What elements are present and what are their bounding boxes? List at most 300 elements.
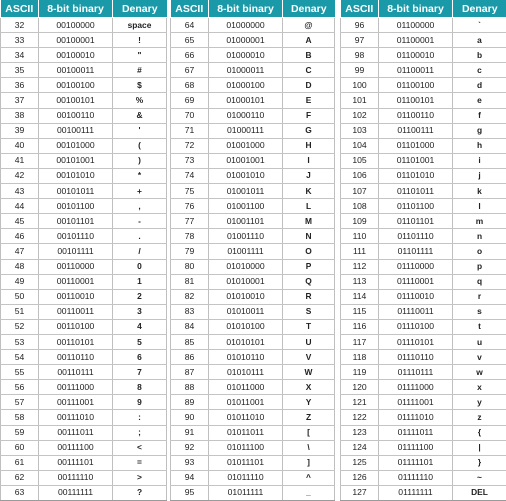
binary-cell: 00100010 bbox=[39, 48, 113, 63]
binary-cell: 00101101 bbox=[39, 214, 113, 229]
ascii-code-cell: 61 bbox=[1, 455, 39, 470]
ascii-code-cell: 47 bbox=[1, 244, 39, 259]
character-cell: X bbox=[283, 380, 335, 395]
table-row bbox=[341, 229, 506, 244]
character-cell: Y bbox=[283, 395, 335, 410]
ascii-code-cell: 103 bbox=[341, 123, 379, 138]
ascii-code-cell: 66 bbox=[171, 48, 209, 63]
table-row bbox=[171, 63, 335, 78]
character-cell: p bbox=[453, 259, 506, 274]
table-row bbox=[1, 229, 167, 244]
table-row bbox=[1, 440, 167, 455]
table-row bbox=[1, 365, 167, 380]
binary-cell: 00111001 bbox=[39, 395, 113, 410]
character-cell: r bbox=[453, 289, 506, 304]
binary-cell: 00110110 bbox=[39, 350, 113, 365]
table-row bbox=[171, 350, 335, 365]
character-cell: i bbox=[453, 153, 506, 168]
character-cell: ? bbox=[113, 485, 167, 500]
ascii-table-2 bbox=[170, 0, 335, 501]
ascii-code-cell: 37 bbox=[1, 93, 39, 108]
table-row bbox=[1, 470, 167, 485]
character-cell: > bbox=[113, 470, 167, 485]
ascii-code-cell: 67 bbox=[171, 63, 209, 78]
character-cell: ~ bbox=[453, 470, 506, 485]
character-cell: Z bbox=[283, 410, 335, 425]
ascii-code-cell: 56 bbox=[1, 380, 39, 395]
binary-cell: 01001001 bbox=[209, 153, 283, 168]
ascii-code-cell: 116 bbox=[341, 319, 379, 334]
ascii-code-cell: 36 bbox=[1, 78, 39, 93]
character-cell: 4 bbox=[113, 319, 167, 334]
binary-cell: 01000011 bbox=[209, 63, 283, 78]
character-cell: ' bbox=[113, 123, 167, 138]
character-cell: f bbox=[453, 108, 506, 123]
binary-cell: 00111000 bbox=[39, 380, 113, 395]
ascii-table-1 bbox=[0, 0, 167, 501]
table-row bbox=[171, 485, 335, 500]
ascii-code-cell: 70 bbox=[171, 108, 209, 123]
ascii-code-cell: 93 bbox=[171, 455, 209, 470]
character-cell: Q bbox=[283, 274, 335, 289]
binary-cell: 00101001 bbox=[39, 153, 113, 168]
ascii-code-cell: 52 bbox=[1, 319, 39, 334]
table-row bbox=[341, 470, 506, 485]
ascii-code-cell: 121 bbox=[341, 395, 379, 410]
ascii-code-cell: 32 bbox=[1, 18, 39, 33]
binary-cell: 00101111 bbox=[39, 244, 113, 259]
binary-cell: 01011010 bbox=[209, 410, 283, 425]
character-cell: m bbox=[453, 214, 506, 229]
character-cell: U bbox=[283, 334, 335, 349]
table-row bbox=[1, 334, 167, 349]
character-cell: = bbox=[113, 455, 167, 470]
ascii-code-cell: 60 bbox=[1, 440, 39, 455]
binary-cell: 01100101 bbox=[379, 93, 453, 108]
binary-cell: 01100001 bbox=[379, 33, 453, 48]
table-row bbox=[341, 123, 506, 138]
table-row bbox=[1, 380, 167, 395]
ascii-code-cell: 69 bbox=[171, 93, 209, 108]
ascii-code-cell: 98 bbox=[341, 48, 379, 63]
table-row bbox=[1, 18, 167, 33]
ascii-code-cell: 58 bbox=[1, 410, 39, 425]
binary-cell: 01111100 bbox=[379, 440, 453, 455]
binary-cell: 01100010 bbox=[379, 48, 453, 63]
table-row bbox=[341, 274, 506, 289]
character-cell: % bbox=[113, 93, 167, 108]
binary-cell: 01000100 bbox=[209, 78, 283, 93]
ascii-code-cell: 119 bbox=[341, 365, 379, 380]
ascii-code-cell: 46 bbox=[1, 229, 39, 244]
binary-cell: 01100011 bbox=[379, 63, 453, 78]
ascii-code-cell: 101 bbox=[341, 93, 379, 108]
character-cell: $ bbox=[113, 78, 167, 93]
character-cell: d bbox=[453, 78, 506, 93]
binary-cell: 00111101 bbox=[39, 455, 113, 470]
ascii-code-cell: 125 bbox=[341, 455, 379, 470]
character-cell: u bbox=[453, 334, 506, 349]
binary-cell: 00100111 bbox=[39, 123, 113, 138]
header-row bbox=[1, 0, 167, 18]
ascii-code-cell: 49 bbox=[1, 274, 39, 289]
ascii-code-cell: 62 bbox=[1, 470, 39, 485]
ascii-code-cell: 35 bbox=[1, 63, 39, 78]
ascii-code-cell: 114 bbox=[341, 289, 379, 304]
character-cell: x bbox=[453, 380, 506, 395]
table-row bbox=[171, 334, 335, 349]
character-cell: G bbox=[283, 123, 335, 138]
ascii-code-cell: 55 bbox=[1, 365, 39, 380]
table-row bbox=[171, 229, 335, 244]
table-row bbox=[341, 289, 506, 304]
ascii-code-cell: 45 bbox=[1, 214, 39, 229]
table-row bbox=[1, 168, 167, 183]
binary-cell: 01010010 bbox=[209, 289, 283, 304]
binary-cell: 01010111 bbox=[209, 365, 283, 380]
character-cell: P bbox=[283, 259, 335, 274]
table-row bbox=[341, 138, 506, 153]
ascii-code-cell: 41 bbox=[1, 153, 39, 168]
binary-cell: 01110010 bbox=[379, 289, 453, 304]
table-row bbox=[341, 425, 506, 440]
table-row bbox=[341, 395, 506, 410]
ascii-code-cell: 57 bbox=[1, 395, 39, 410]
character-cell: < bbox=[113, 440, 167, 455]
table-row bbox=[171, 214, 335, 229]
ascii-code-cell: 39 bbox=[1, 123, 39, 138]
binary-cell: 00101000 bbox=[39, 138, 113, 153]
ascii-code-cell: 112 bbox=[341, 259, 379, 274]
binary-cell: 00110001 bbox=[39, 274, 113, 289]
character-cell: / bbox=[113, 244, 167, 259]
ascii-code-cell: 108 bbox=[341, 199, 379, 214]
ascii-code-cell: 110 bbox=[341, 229, 379, 244]
character-cell: , bbox=[113, 199, 167, 214]
character-cell: F bbox=[283, 108, 335, 123]
binary-cell: 00110010 bbox=[39, 289, 113, 304]
table-row bbox=[1, 244, 167, 259]
character-cell: n bbox=[453, 229, 506, 244]
table-row bbox=[341, 199, 506, 214]
ascii-code-cell: 34 bbox=[1, 48, 39, 63]
character-cell: [ bbox=[283, 425, 335, 440]
character-cell: y bbox=[453, 395, 506, 410]
ascii-code-cell: 102 bbox=[341, 108, 379, 123]
table-row bbox=[171, 138, 335, 153]
binary-cell: 00101110 bbox=[39, 229, 113, 244]
binary-cell: 01110101 bbox=[379, 334, 453, 349]
header-row bbox=[171, 0, 335, 18]
ascii-code-cell: 100 bbox=[341, 78, 379, 93]
binary-cell: 01101001 bbox=[379, 153, 453, 168]
table-row bbox=[341, 334, 506, 349]
character-cell: ] bbox=[283, 455, 335, 470]
table-row bbox=[341, 485, 506, 500]
character-cell: D bbox=[283, 78, 335, 93]
ascii-code-cell: 83 bbox=[171, 304, 209, 319]
header-row bbox=[341, 0, 506, 18]
ascii-code-cell: 51 bbox=[1, 304, 39, 319]
ascii-code-cell: 107 bbox=[341, 184, 379, 199]
binary-cell: 01100100 bbox=[379, 78, 453, 93]
binary-cell: 01111001 bbox=[379, 395, 453, 410]
binary-cell: 00100101 bbox=[39, 93, 113, 108]
character-cell: R bbox=[283, 289, 335, 304]
character-cell: ( bbox=[113, 138, 167, 153]
binary-cell: 01110000 bbox=[379, 259, 453, 274]
binary-cell: 01101010 bbox=[379, 168, 453, 183]
character-cell: e bbox=[453, 93, 506, 108]
character-cell: N bbox=[283, 229, 335, 244]
ascii-code-cell: 74 bbox=[171, 168, 209, 183]
table-row bbox=[1, 108, 167, 123]
binary-cell: 01111111 bbox=[379, 485, 453, 500]
character-cell: S bbox=[283, 304, 335, 319]
ascii-code-cell: 82 bbox=[171, 289, 209, 304]
ascii-code-cell: 94 bbox=[171, 470, 209, 485]
character-cell: | bbox=[453, 440, 506, 455]
table-row bbox=[341, 365, 506, 380]
binary-cell: 00100001 bbox=[39, 33, 113, 48]
binary-cell: 01010101 bbox=[209, 334, 283, 349]
character-cell: 5 bbox=[113, 334, 167, 349]
table-row bbox=[1, 350, 167, 365]
ascii-code-cell: 68 bbox=[171, 78, 209, 93]
ascii-code-cell: 43 bbox=[1, 184, 39, 199]
character-cell: { bbox=[453, 425, 506, 440]
character-cell: T bbox=[283, 319, 335, 334]
ascii-code-cell: 78 bbox=[171, 229, 209, 244]
character-cell: " bbox=[113, 48, 167, 63]
character-cell: . bbox=[113, 229, 167, 244]
binary-cell: 01010001 bbox=[209, 274, 283, 289]
binary-cell: 00101100 bbox=[39, 199, 113, 214]
binary-cell: 00111110 bbox=[39, 470, 113, 485]
binary-cell: 00111011 bbox=[39, 425, 113, 440]
table-row bbox=[341, 33, 506, 48]
table-row bbox=[1, 455, 167, 470]
binary-cell: 00100100 bbox=[39, 78, 113, 93]
character-cell: 6 bbox=[113, 350, 167, 365]
table-row bbox=[171, 455, 335, 470]
binary-cell: 01111110 bbox=[379, 470, 453, 485]
character-cell: a bbox=[453, 33, 506, 48]
character-cell: z bbox=[453, 410, 506, 425]
binary-cell: 01101111 bbox=[379, 244, 453, 259]
character-cell: ! bbox=[113, 33, 167, 48]
table-row bbox=[171, 274, 335, 289]
ascii-code-cell: 97 bbox=[341, 33, 379, 48]
binary-cell: 00111111 bbox=[39, 485, 113, 500]
table-row bbox=[341, 63, 506, 78]
character-cell: q bbox=[453, 274, 506, 289]
binary-cell: 01011100 bbox=[209, 440, 283, 455]
table-row bbox=[171, 470, 335, 485]
binary-cell: 01100000 bbox=[379, 18, 453, 33]
ascii-code-cell: 118 bbox=[341, 350, 379, 365]
ascii-code-cell: 72 bbox=[171, 138, 209, 153]
binary-cell: 01000111 bbox=[209, 123, 283, 138]
ascii-code-cell: 111 bbox=[341, 244, 379, 259]
ascii-code-cell: 95 bbox=[171, 485, 209, 500]
ascii-code-cell: 71 bbox=[171, 123, 209, 138]
table-row bbox=[1, 395, 167, 410]
table-row bbox=[1, 259, 167, 274]
ascii-code-cell: 106 bbox=[341, 168, 379, 183]
ascii-code-cell: 120 bbox=[341, 380, 379, 395]
ascii-code-cell: 84 bbox=[171, 319, 209, 334]
table-row bbox=[1, 48, 167, 63]
character-cell: ) bbox=[113, 153, 167, 168]
binary-cell: 00100110 bbox=[39, 108, 113, 123]
ascii-code-cell: 38 bbox=[1, 108, 39, 123]
table-row bbox=[341, 244, 506, 259]
table-row bbox=[171, 93, 335, 108]
character-cell: # bbox=[113, 63, 167, 78]
character-cell: DEL bbox=[453, 485, 506, 500]
character-cell: B bbox=[283, 48, 335, 63]
character-cell: @ bbox=[283, 18, 335, 33]
table-row bbox=[171, 108, 335, 123]
table-row bbox=[341, 410, 506, 425]
table-row bbox=[171, 199, 335, 214]
table-row bbox=[341, 259, 506, 274]
binary-cell: 01001011 bbox=[209, 184, 283, 199]
table-row bbox=[341, 168, 506, 183]
binary-cell: 01000000 bbox=[209, 18, 283, 33]
character-cell: E bbox=[283, 93, 335, 108]
binary-cell: 01010110 bbox=[209, 350, 283, 365]
table-row bbox=[171, 440, 335, 455]
binary-cell: 01110100 bbox=[379, 319, 453, 334]
ascii-code-cell: 76 bbox=[171, 199, 209, 214]
binary-cell: 01110110 bbox=[379, 350, 453, 365]
character-cell: _ bbox=[283, 485, 335, 500]
binary-header: 8-bit binary bbox=[379, 0, 453, 18]
binary-cell: 00100011 bbox=[39, 63, 113, 78]
binary-cell: 01001111 bbox=[209, 244, 283, 259]
table-row bbox=[171, 153, 335, 168]
table-row bbox=[1, 289, 167, 304]
binary-cell: 00110111 bbox=[39, 365, 113, 380]
ascii-code-cell: 127 bbox=[341, 485, 379, 500]
table-row bbox=[171, 33, 335, 48]
binary-cell: 01001010 bbox=[209, 168, 283, 183]
character-cell: w bbox=[453, 365, 506, 380]
ascii-code-cell: 33 bbox=[1, 33, 39, 48]
binary-cell: 01100110 bbox=[379, 108, 453, 123]
binary-cell: 01001101 bbox=[209, 214, 283, 229]
character-cell: t bbox=[453, 319, 506, 334]
binary-header: 8-bit binary bbox=[39, 0, 113, 18]
binary-cell: 01011011 bbox=[209, 425, 283, 440]
table-row bbox=[1, 63, 167, 78]
character-cell: 8 bbox=[113, 380, 167, 395]
ascii-header: ASCII bbox=[1, 0, 39, 18]
binary-header: 8-bit binary bbox=[209, 0, 283, 18]
character-cell: 3 bbox=[113, 304, 167, 319]
character-cell: j bbox=[453, 168, 506, 183]
table-row bbox=[171, 395, 335, 410]
table-row bbox=[1, 274, 167, 289]
ascii-code-cell: 124 bbox=[341, 440, 379, 455]
binary-cell: 00111010 bbox=[39, 410, 113, 425]
character-cell: 1 bbox=[113, 274, 167, 289]
table-row bbox=[171, 319, 335, 334]
character-cell: b bbox=[453, 48, 506, 63]
binary-cell: 01011101 bbox=[209, 455, 283, 470]
ascii-code-cell: 42 bbox=[1, 168, 39, 183]
table-row bbox=[341, 304, 506, 319]
binary-cell: 01011001 bbox=[209, 395, 283, 410]
binary-cell: 01111000 bbox=[379, 380, 453, 395]
ascii-code-cell: 109 bbox=[341, 214, 379, 229]
table-row bbox=[341, 18, 506, 33]
binary-cell: 01000101 bbox=[209, 93, 283, 108]
binary-cell: 01110011 bbox=[379, 304, 453, 319]
table-row bbox=[1, 153, 167, 168]
character-cell: J bbox=[283, 168, 335, 183]
table-row bbox=[1, 123, 167, 138]
character-cell: ^ bbox=[283, 470, 335, 485]
ascii-code-cell: 105 bbox=[341, 153, 379, 168]
character-cell: + bbox=[113, 184, 167, 199]
ascii-code-cell: 63 bbox=[1, 485, 39, 500]
ascii-code-cell: 86 bbox=[171, 350, 209, 365]
table-row bbox=[1, 199, 167, 214]
table-row bbox=[171, 289, 335, 304]
ascii-header: ASCII bbox=[171, 0, 209, 18]
table-row bbox=[1, 410, 167, 425]
table-row bbox=[171, 168, 335, 183]
character-cell: g bbox=[453, 123, 506, 138]
table-row bbox=[1, 33, 167, 48]
binary-cell: 01101100 bbox=[379, 199, 453, 214]
character-cell: 2 bbox=[113, 289, 167, 304]
table-row bbox=[341, 108, 506, 123]
character-cell: k bbox=[453, 184, 506, 199]
ascii-code-cell: 96 bbox=[341, 18, 379, 33]
ascii-code-cell: 64 bbox=[171, 18, 209, 33]
table-row bbox=[341, 153, 506, 168]
binary-cell: 01010100 bbox=[209, 319, 283, 334]
ascii-code-cell: 85 bbox=[171, 334, 209, 349]
ascii-code-cell: 81 bbox=[171, 274, 209, 289]
table-row bbox=[341, 184, 506, 199]
binary-cell: 00110000 bbox=[39, 259, 113, 274]
binary-cell: 01111010 bbox=[379, 410, 453, 425]
table-row bbox=[1, 319, 167, 334]
binary-cell: 01001110 bbox=[209, 229, 283, 244]
ascii-code-cell: 65 bbox=[171, 33, 209, 48]
table-row bbox=[171, 18, 335, 33]
table-row bbox=[1, 138, 167, 153]
character-cell: h bbox=[453, 138, 506, 153]
binary-cell: 01001100 bbox=[209, 199, 283, 214]
table-row bbox=[1, 304, 167, 319]
table-row bbox=[1, 93, 167, 108]
binary-cell: 00110100 bbox=[39, 319, 113, 334]
char-header: Denary bbox=[113, 0, 167, 18]
character-cell: } bbox=[453, 455, 506, 470]
character-cell: l bbox=[453, 199, 506, 214]
binary-cell: 01001000 bbox=[209, 138, 283, 153]
binary-cell: 01111101 bbox=[379, 455, 453, 470]
table-row bbox=[341, 455, 506, 470]
character-cell: L bbox=[283, 199, 335, 214]
character-cell: c bbox=[453, 63, 506, 78]
